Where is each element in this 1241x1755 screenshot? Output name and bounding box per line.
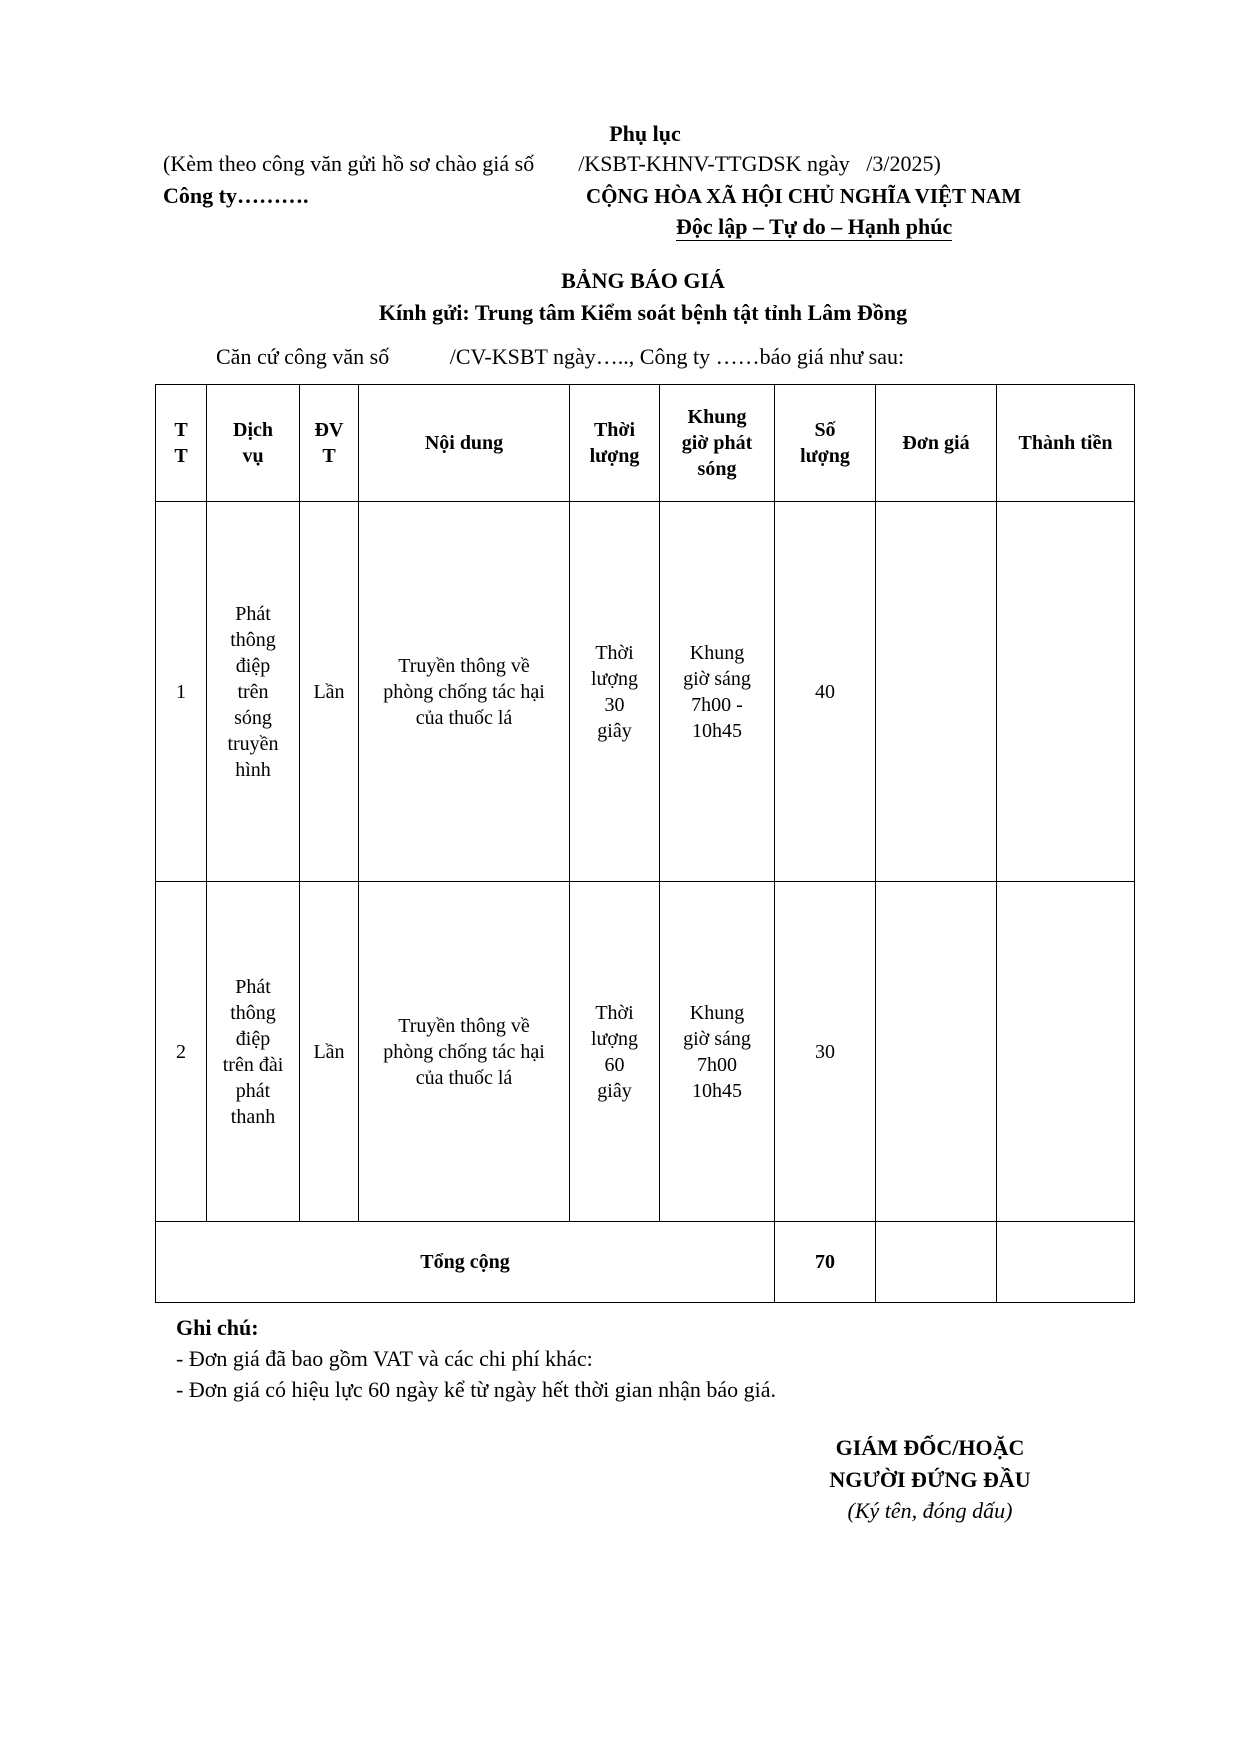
total-label: Tổng cộng [156,1222,775,1303]
cell-unit-price[interactable] [876,882,997,1222]
cell-amount[interactable] [997,502,1135,882]
table-row [156,502,1135,882]
signature-instruction: (Ký tên, đóng dấu) [847,1498,1013,1523]
nation-title: CỘNG HÒA XÃ HỘI CHỦ NGHĨA VIỆT NAM [586,184,1022,208]
header-tt: T T [156,385,207,502]
cell-unit: Lần [300,502,359,882]
basis-line: Căn cứ công văn số /CV-KSBT ngày….., Công ty ……báo giá như sau: [216,344,905,369]
document-title: BẢNG BÁO GIÁ [561,268,725,293]
header-unit-price: Đơn giá [876,385,997,502]
cell-tt: 1 [156,502,207,882]
total-quantity: 70 [775,1222,876,1303]
header-content: Nội dung [359,385,570,502]
quote-table [155,384,1135,1303]
cell-content: Truyền thông về phòng chống tác hại của thuốc lá [359,882,570,1222]
cell-quantity: 40 [775,502,876,882]
motto [676,214,952,240]
total-unit-price-cell[interactable] [876,1222,997,1303]
cell-unit-price[interactable] [876,502,997,882]
appendix-title: Phụ lục [609,121,681,146]
cell-content: Truyền thông về phòng chống tác hại của thuốc lá [359,502,570,882]
table-total-row [156,1222,1135,1303]
signature-role-2: NGƯỜI ĐỨNG ĐẦU [829,1467,1031,1492]
cell-service: Phát thông điệp trên đài phát thanh [207,882,300,1222]
cell-tt: 2 [156,882,207,1222]
notes-title: Ghi chú: [176,1315,259,1340]
recipient-line: Kính gửi: Trung tâm Kiểm soát bệnh tật tỉnh Lâm Đồng [378,300,908,325]
total-amount-cell[interactable] [997,1222,1135,1303]
header-amount: Thành tiền [997,385,1135,502]
cell-duration: Thời lượng 30 giây [570,502,660,882]
cell-timeslot: Khung giờ sáng 7h00 - 10h45 [660,502,775,882]
cell-timeslot: Khung giờ sáng 7h00 10h45 [660,882,775,1222]
table-header-row [156,385,1135,502]
cell-duration: Thời lượng 60 giây [570,882,660,1222]
cell-unit: Lần [300,882,359,1222]
cell-quantity: 30 [775,882,876,1222]
cell-amount[interactable] [997,882,1135,1222]
company-name: Công ty………. [163,183,309,208]
appendix-subtitle: (Kèm theo công văn gửi hồ sơ chào giá số /KSBT-KHNV-TTGDSK ngày /3/2025) [163,151,941,176]
header-service: Dịch vụ [207,385,300,502]
header-timeslot: Khung giờ phát sóng [660,385,775,502]
motto-text: Độc lập – Tự do – Hạnh phúc [676,214,953,239]
header-quantity: Số lượng [775,385,876,502]
note-line: - Đơn giá đã bao gồm VAT và các chi phí khác: [176,1346,593,1371]
table-row [156,882,1135,1222]
note-line: - Đơn giá có hiệu lực 60 ngày kể từ ngày hết thời gian nhận báo giá. [176,1377,777,1402]
header-unit: ĐV T [300,385,359,502]
cell-service: Phát thông điệp trên sóng truyền hình [207,502,300,882]
header-duration: Thời lượng [570,385,660,502]
signature-role: GIÁM ĐỐC/HOẶC [835,1435,1025,1460]
